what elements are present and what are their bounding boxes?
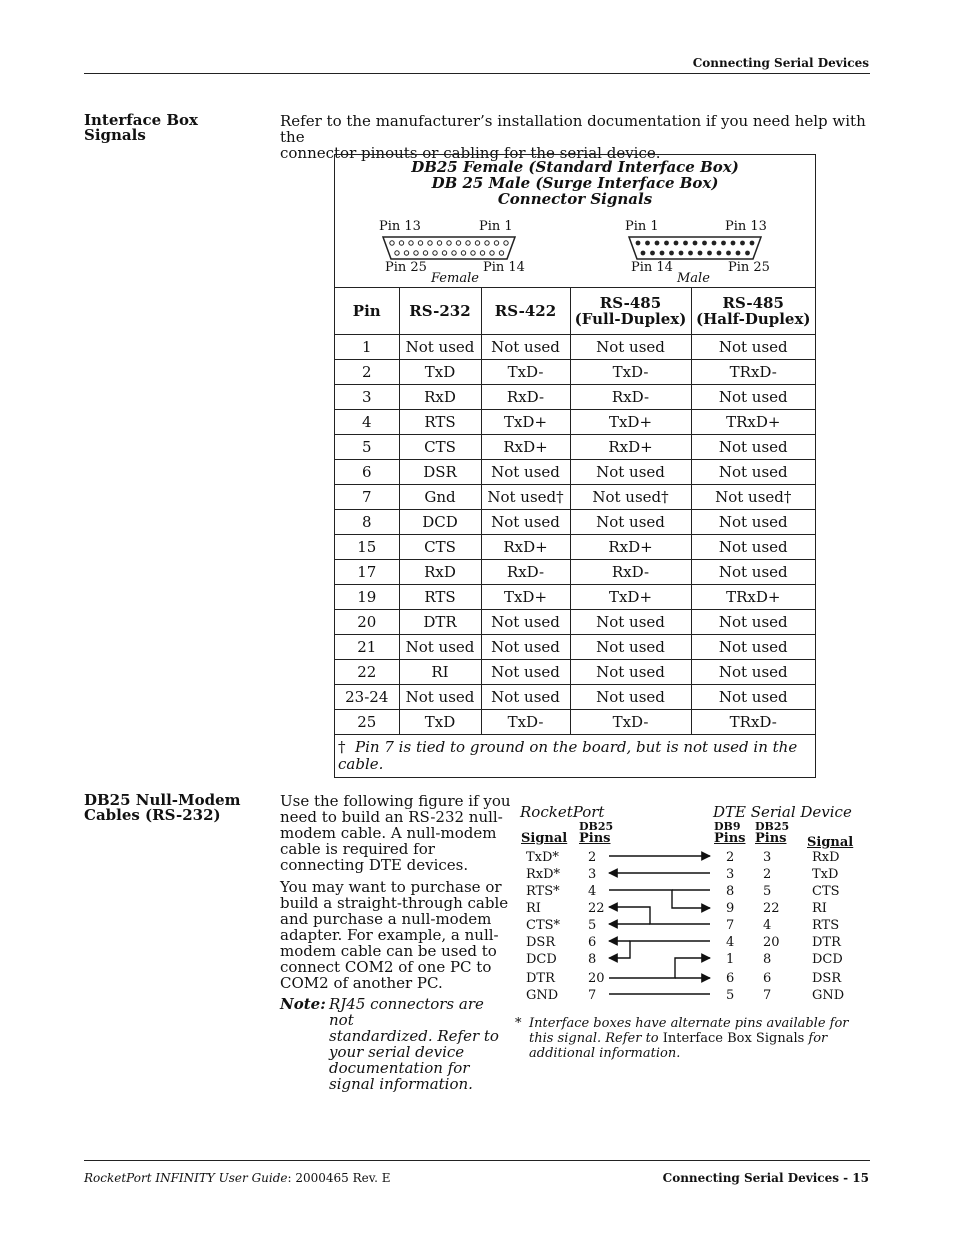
table-cell: Not used <box>691 685 815 710</box>
table-cell: 17 <box>335 560 399 585</box>
table-cell: Not used <box>691 610 815 635</box>
table-cell: DCD <box>399 510 481 535</box>
male-pin25-label: Pin 25 <box>728 260 770 275</box>
female-pin14-label: Pin 14 <box>483 260 525 275</box>
table-cell: TxD+ <box>570 410 691 435</box>
table-cell: TxD <box>399 360 481 385</box>
table-cell: Not used <box>399 685 481 710</box>
table-cell: RxD- <box>570 385 691 410</box>
table-cell: RxD+ <box>570 535 691 560</box>
table-cell: 4 <box>335 410 399 435</box>
left-signal: DTR <box>526 971 555 986</box>
table-cell: TxD- <box>570 710 691 735</box>
table-cell: 20 <box>335 610 399 635</box>
right-db9-pin: 7 <box>726 918 735 933</box>
table-cell: Not used <box>691 435 815 460</box>
table-cell: Not used <box>570 610 691 635</box>
caption-line: Connector Signals <box>497 190 653 208</box>
left-signal: RTS* <box>526 884 560 899</box>
right-db25-pin: 22 <box>763 901 780 916</box>
right-db25-pin: 6 <box>763 971 772 986</box>
table-cell: CTS <box>399 535 481 560</box>
table-cell: 1 <box>335 335 399 360</box>
intro-line: Refer to the manufacturer’s installation documentation if you need help with the <box>280 112 866 146</box>
left-pin: 3 <box>588 867 597 882</box>
right-db9-pin: 6 <box>726 971 735 986</box>
female-pin1-label: Pin 1 <box>479 219 513 234</box>
table-cell: 15 <box>335 535 399 560</box>
table-cell: Not used† <box>481 485 570 510</box>
right-db9-pin: 9 <box>726 901 735 916</box>
left-pin: 8 <box>588 952 597 967</box>
right-db25-pin: 4 <box>763 918 772 933</box>
right-signal: TxD <box>812 867 839 882</box>
section-title-line: Interface Box <box>84 111 198 129</box>
table-cell: RxD- <box>481 385 570 410</box>
table-cell: TxD- <box>570 360 691 385</box>
null-modem-paragraph-2: You may want to purchase or build a straight-through cable and purchase a null-modem adapter. For example, a null- modem cable can be used to connect COM2 of one PC to COM2 of another PC. <box>280 878 509 992</box>
left-pin: 6 <box>588 935 597 950</box>
table-cell: Not used <box>691 385 815 410</box>
note-text: RJ45 connectors are not standardized. Refer to your serial device documentation for signal information. <box>329 995 499 1093</box>
right-db9-pin: 4 <box>726 935 735 950</box>
table-cell: TxD- <box>481 360 570 385</box>
right-signal: DTR <box>812 935 841 950</box>
db25-header-right: DB25 Pins <box>755 820 790 846</box>
table-cell: RTS <box>399 410 481 435</box>
caption-line: DB25 Female (Standard Interface Box) <box>411 158 739 176</box>
table-cell: DTR <box>399 610 481 635</box>
table-cell: Not used <box>399 335 481 360</box>
wire-dcd <box>609 941 710 958</box>
right-signal: CTS <box>812 884 840 899</box>
right-db25-pin: 5 <box>763 884 772 899</box>
female-pin13-label: Pin 13 <box>379 219 421 234</box>
table-cell: RI <box>399 660 481 685</box>
table-cell: RxD+ <box>481 435 570 460</box>
left-signal: DCD <box>526 952 557 967</box>
col-header: RS-485 (Full-Duplex) <box>570 288 691 335</box>
diagram-footnote: * Interface boxes have alternate pins available for this signal. Refer to Interface Box Signals for additional information. <box>515 1016 849 1061</box>
right-signal: RI <box>812 901 827 916</box>
table-cell: Not used <box>399 635 481 660</box>
male-label: Male <box>677 271 710 286</box>
table-cell: Not used <box>481 660 570 685</box>
wire-dtr-dcd <box>609 958 710 978</box>
right-signal: RxD <box>812 850 840 865</box>
table-cell: Not used <box>691 510 815 535</box>
left-pin: 2 <box>588 850 597 865</box>
right-db25-pin: 7 <box>763 988 772 1003</box>
table-cell: 7 <box>335 485 399 510</box>
table-cell: RxD- <box>481 560 570 585</box>
table-cell: 23-24 <box>335 685 399 710</box>
asterisk-mark: * <box>515 1016 522 1031</box>
col-header: RS-422 <box>481 288 570 335</box>
table-cell: 3 <box>335 385 399 410</box>
table-cell: RxD- <box>570 560 691 585</box>
table-cell: 6 <box>335 460 399 485</box>
wire-rts <box>609 890 710 908</box>
note-label: Note: <box>280 995 326 1013</box>
left-signal: TxD* <box>526 850 559 865</box>
col-header: RS-485 (Half-Duplex) <box>691 288 815 335</box>
table-cell: DSR <box>399 460 481 485</box>
signal-header-left: Signal <box>521 831 568 846</box>
left-signal: DSR <box>526 935 556 950</box>
footer-right: Connecting Serial Devices - 15 <box>662 1171 869 1185</box>
male-pin1-label: Pin 1 <box>625 219 659 234</box>
right-db25-pin: 8 <box>763 952 772 967</box>
table-cell: Not used <box>570 660 691 685</box>
table-cell: TRxD+ <box>691 585 815 610</box>
table-cell: RxD+ <box>570 435 691 460</box>
table-cell: Not used <box>481 610 570 635</box>
table-cell: TxD <box>399 710 481 735</box>
right-signal: GND <box>812 988 845 1003</box>
left-signal: RI <box>526 901 541 916</box>
left-pin: 5 <box>588 918 597 933</box>
right-db9-pin: 8 <box>726 884 735 899</box>
table-cell: Not used† <box>691 485 815 510</box>
section-title-line: Cables (RS-232) <box>84 806 221 824</box>
wire-ri <box>609 907 710 924</box>
right-signal: DCD <box>812 952 843 967</box>
male-pin14-label: Pin 14 <box>631 260 673 275</box>
table-cell: Not used <box>691 535 815 560</box>
section-title-line: Signals <box>84 126 146 144</box>
intro-line: connector pinouts or cabling for the serial device. <box>280 144 661 162</box>
signal-header-right: Signal <box>807 835 854 850</box>
table-cell: TRxD- <box>691 710 815 735</box>
male-pin13-label: Pin 13 <box>725 219 767 234</box>
table-cell: Not used <box>691 335 815 360</box>
table-cell: Not used <box>570 685 691 710</box>
table-cell: Not used <box>481 460 570 485</box>
right-signal: DSR <box>812 971 842 986</box>
right-signal: RTS <box>812 918 840 933</box>
left-signal: CTS* <box>526 918 561 933</box>
right-db9-pin: 3 <box>726 867 735 882</box>
table-cell: Not used <box>481 685 570 710</box>
dagger-mark: † <box>338 738 346 756</box>
right-db9-pin: 2 <box>726 850 735 865</box>
table-cell: RxD <box>399 560 481 585</box>
table-cell: 19 <box>335 585 399 610</box>
footnote-text: Pin 7 is tied to ground on the board, but is not used in the cable. <box>338 738 798 773</box>
table-cell: Not used <box>570 460 691 485</box>
diagram-left-title: RocketPort <box>520 803 605 821</box>
db9-header-right: DB9 Pins <box>714 820 746 846</box>
table-cell: Not used <box>570 510 691 535</box>
table-cell: Not used <box>481 335 570 360</box>
table-cell: TxD+ <box>481 585 570 610</box>
right-db25-pin: 2 <box>763 867 772 882</box>
table-cell: TRxD+ <box>691 410 815 435</box>
table-cell: RxD <box>399 385 481 410</box>
table-cell: TxD- <box>481 710 570 735</box>
right-db9-pin: 1 <box>726 952 735 967</box>
table-cell: 5 <box>335 435 399 460</box>
db25-header-left: DB25 Pins <box>579 820 614 846</box>
table-cell: Not used <box>570 335 691 360</box>
table-cell: Not used <box>481 510 570 535</box>
table-cell: 22 <box>335 660 399 685</box>
table-cell: Not used <box>481 635 570 660</box>
table-cell: Gnd <box>399 485 481 510</box>
table-cell: Not used† <box>570 485 691 510</box>
caption-line: DB 25 Male (Surge Interface Box) <box>431 174 719 192</box>
right-db9-pin: 5 <box>726 988 735 1003</box>
diagram-right-title: DTE Serial Device <box>713 803 852 821</box>
col-header: Pin <box>335 288 399 335</box>
table-cell: Not used <box>691 560 815 585</box>
left-signal: RxD* <box>526 867 561 882</box>
table-cell: RxD+ <box>481 535 570 560</box>
table-cell: TxD+ <box>481 410 570 435</box>
running-header: Connecting Serial Devices <box>692 56 869 70</box>
table-cell: TxD+ <box>570 585 691 610</box>
table-cell: 2 <box>335 360 399 385</box>
section-title-line: DB25 Null-Modem <box>84 791 241 809</box>
female-label: Female <box>431 271 479 286</box>
table-cell: CTS <box>399 435 481 460</box>
table-cell: TRxD- <box>691 360 815 385</box>
table-cell: Not used <box>570 635 691 660</box>
left-pin: 22 <box>588 901 605 916</box>
null-modem-paragraph-1: Use the following figure if you need to build an RS-232 null- modem cable. A null-modem cable is required for connecting DTE devices. <box>280 792 511 874</box>
left-pin: 20 <box>588 971 605 986</box>
left-pin: 4 <box>588 884 597 899</box>
table-cell: 8 <box>335 510 399 535</box>
female-pin25-label: Pin 25 <box>385 260 427 275</box>
table-cell: Not used <box>691 460 815 485</box>
right-db25-pin: 3 <box>763 850 772 865</box>
right-db25-pin: 20 <box>763 935 780 950</box>
col-header: RS-232 <box>399 288 481 335</box>
footer-rule <box>84 1160 870 1161</box>
table-cell: Not used <box>691 660 815 685</box>
table-cell: RTS <box>399 585 481 610</box>
table-cell: Not used <box>691 635 815 660</box>
left-signal: GND <box>526 988 559 1003</box>
footer-left: RocketPort INFINITY User Guide: 2000465 Rev. E <box>84 1171 391 1185</box>
left-pin: 7 <box>588 988 597 1003</box>
table-cell: 25 <box>335 710 399 735</box>
table-cell: 21 <box>335 635 399 660</box>
